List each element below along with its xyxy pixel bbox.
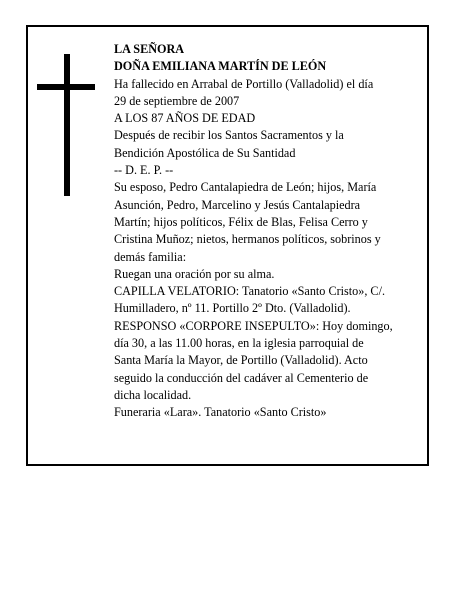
family-line-4: Cristina Muñoz; nietos, hermanos políticos, sobrinos y bbox=[114, 232, 381, 247]
family-line-2: Asunción, Pedro, Marcelino y Jesús Cantalapiedra bbox=[114, 197, 361, 212]
cross-icon bbox=[64, 54, 70, 196]
responso-line-3: Santa María la Mayor, de Portillo (Valladolid). Acto bbox=[114, 353, 368, 368]
obituary-text bbox=[114, 41, 434, 422]
notice-heading: LA SEÑORA bbox=[114, 42, 185, 56]
chapel-line-2: Humilladero, nº 11. Portillo 2º Dto. (Valladolid). bbox=[114, 301, 351, 316]
chapel-line-1: CAPILLA VELATORIO: Tanatorio «Santo Cristo», C/. bbox=[114, 284, 385, 299]
deceased-name: DOÑA EMILIANA MARTÍN DE LEÓN bbox=[114, 59, 327, 74]
sacraments-line-1: Después de recibir los Santos Sacramentos y la bbox=[114, 128, 344, 143]
family-line-5: demás familia: bbox=[114, 249, 187, 264]
funeral-home-line: Funeraria «Lara». Tanatorio «Santo Cristo» bbox=[114, 405, 327, 420]
responso-line-5: dicha localidad. bbox=[114, 387, 192, 402]
death-line-1: Ha fallecido en Arrabal de Portillo (Valladolid) el día bbox=[114, 76, 374, 91]
prayer-line: Ruegan una oración por su alma. bbox=[114, 266, 275, 281]
age-line: A LOS 87 AÑOS DE EDAD bbox=[114, 111, 256, 126]
sacraments-line-2: Bendición Apostólica de Su Santidad bbox=[114, 145, 296, 160]
dep-line: -- D. E. P. -- bbox=[114, 163, 174, 178]
family-line-3: Martín; hijos políticos, Félix de Blas, Felisa Cerro y bbox=[114, 214, 368, 229]
cross-icon-bar bbox=[37, 84, 95, 90]
responso-line-1: RESPONSO «CORPORE INSEPULTO»: Hoy domingo, bbox=[114, 318, 393, 333]
family-line-1: Su esposo, Pedro Cantalapiedra de León; hijos, María bbox=[114, 180, 377, 195]
responso-line-2: día 30, a las 11.00 horas, en la iglesia parroquial de bbox=[114, 336, 364, 351]
death-line-2: 29 de septiembre de 2007 bbox=[114, 93, 240, 108]
responso-line-4: seguido la conducción del cadáver al Cementerio de bbox=[114, 370, 369, 385]
